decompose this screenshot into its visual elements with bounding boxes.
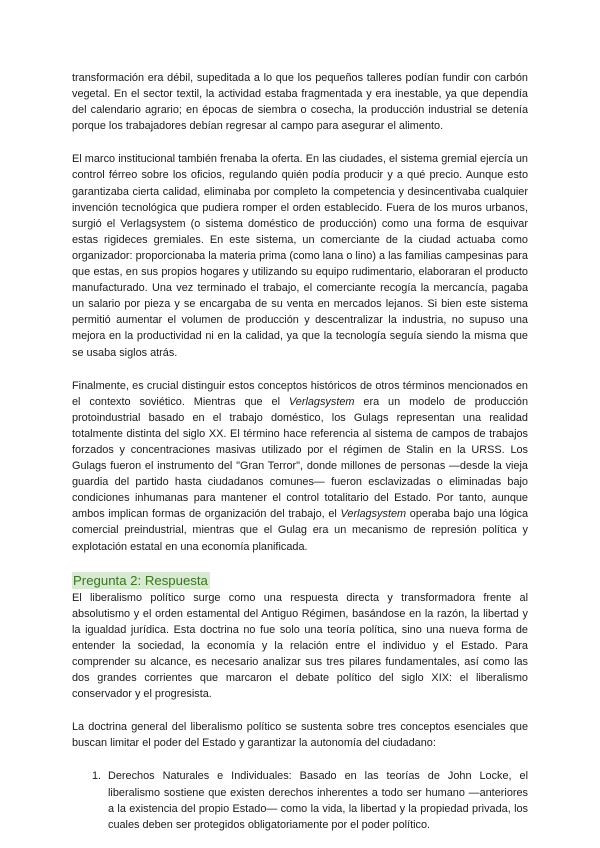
paragraph-liberalism-intro: El liberalismo político surge como una respuesta directa y transformadora frente al absolutismo y el orden estamental del Antiguo Régimen, basándose en la razón, la libertad y la igualdad jurídica. Esta doctrina no fue solo una teoría política, sino una nueva forma de entender la sociedad, la economía y la relación entre el individuo y el Estado. Para comprender su alcance, es necesario analizar sus tres pilares fundamentales, así como las dos grandes corrientes que marcaron el debate político del siglo XIX: el liberalismo conservador y el progresista.: [72, 591, 528, 701]
section-heading-wrapper: [72, 572, 528, 590]
paragraph-text-part: operaba bajo una lógica comercial preindustrial, mientras que el Gulag era un mecanismo de represión política y explotación estatal en una economía planificada.: [72, 508, 528, 553]
italic-term: Verlagsystem: [288, 395, 355, 408]
paragraph-industry-weakness: transformación era débil, supeditada a lo que los pequeños talleres podían fundir con carbón vegetal. En el sector textil, la actividad estaba fragmentada y era inestable, ya que dependía del calendario agrario; en épocas de siembra o cosecha, la producción industrial se detenía porque los trabajadores debían regresar al campo para asegurar el alimento.: [72, 72, 528, 133]
pillars-list: [72, 768, 528, 832]
list-item-number: 1.: [92, 770, 102, 783]
italic-term: Verlagsystem: [340, 508, 407, 521]
paragraph-institutional-framework: El marco institucional también frenaba la oferta. En las ciudades, el sistema gremial ejercía un control férreo sobre los oficios, regulando quién podía producir y a qué precio. Aunque esto garantizaba cierta calidad, eliminaba por completo la competencia y desincentivaba cualquier invención tecnológica que pudiera romper el orden establecido. Fuera de los muros urbanos, surgió el Verlagsystem (o sistema doméstico de producción) como una forma de esquivar estas rigideces gremiales. En este sistema, un comerciante de la ciudad actuaba como organizador: proporcionaba la materia prima (como lana o lino) a las familias campesinas para que estas, en sus propios hogares y utilizando su equipo rudimentario, elaboraran el producto manufacturado. Una vez terminado el trabajo, el comerciante recogía la mercancía, pagaba un salario por pieza y se encargaba de su venta en mercados lejanos. Si bien este sistema permitió aumentar el volumen de producción y descentralizar la industria, no supuso una mejora en la productividad ni en la calidad, ya que la tecnología seguía siendo la misma que se usaba siglos atrás.: [72, 153, 528, 359]
section-heading: Pregunta 2: Respuesta: [73, 572, 208, 588]
paragraph-liberalism-doctrine: La doctrina general del liberalismo político se sustenta sobre tres conceptos esenciales que buscan limitar el poder del Estado y garantizar la autonomía del ciudadano:: [72, 721, 528, 750]
paragraph-text-part: era un modelo de producción protoindustrial basado en el trabajo doméstico, los Gulags representan una realidad totalmente distinta del siglo XX. El término hace referencia al sistema de campos de trabajos forzados y concentraciones masivas utilizado por el régimen de Stalin en la URSS. Los Gulags fueron el instrumento del "Gran Terror", donde millones de personas —desde la vieja guardia del partido hasta ciudadanos comunes— fueron esclavizadas o eliminadas bajo condiciones inhumanas para mantener el control totalitario del Estado. Por tanto, aunque ambos implican formas de organización del trabajo, el: [72, 395, 528, 521]
list-item-text: Derechos Naturales e Individuales: Basado en las teorías de John Locke, el liberalismo sostiene que existen derechos inherentes a todo ser humano —anteriores a la existencia del propio Estado— como la vida, la libertad y la propiedad privada, los cuales deben ser protegidos obligatoriamente por el poder político.: [108, 770, 528, 831]
paragraph-text-part: Finalmente, es crucial distinguir estos conceptos históricos de otros términos mencionados en el contexto soviético. Mientras que el: [72, 379, 528, 408]
paragraph-verlagsystem-vs-gulag: [72, 378, 528, 555]
list-item: [72, 768, 528, 832]
